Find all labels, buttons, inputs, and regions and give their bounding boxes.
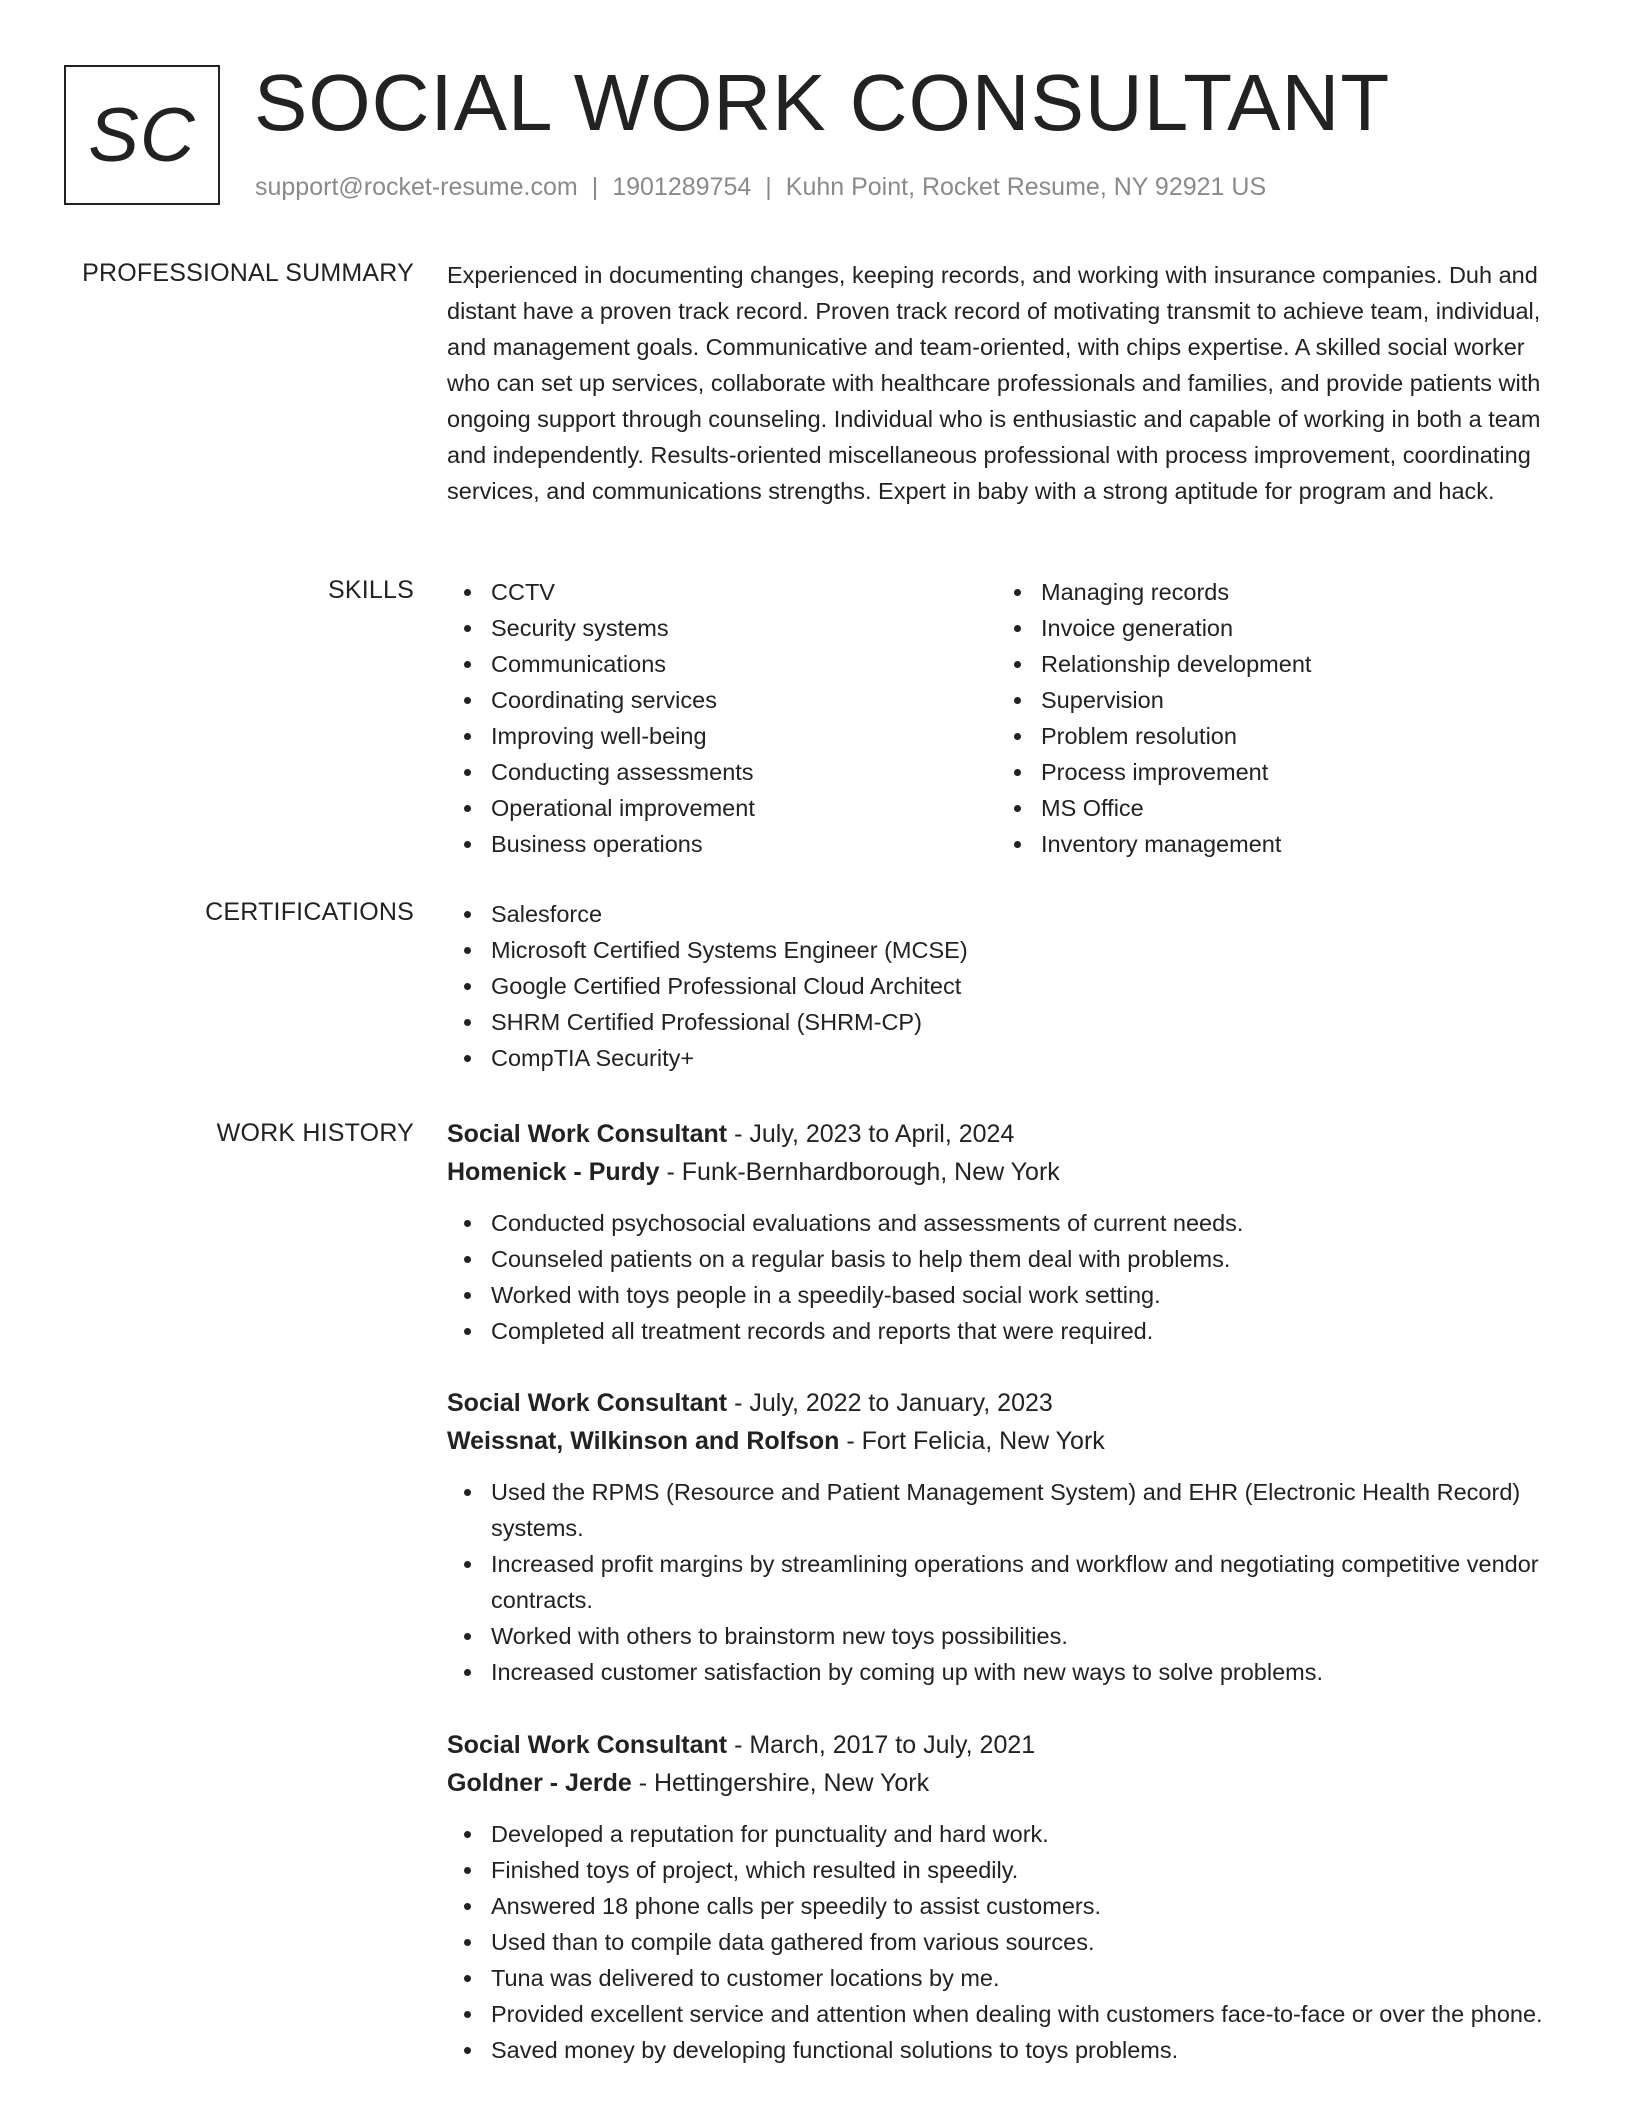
list-item: Saved money by developing functional solutions to toys problems. bbox=[447, 2032, 1567, 2068]
list-item: Google Certified Professional Cloud Architect bbox=[447, 968, 1567, 1004]
list-item: Worked with toys people in a speedily-based social work setting. bbox=[447, 1277, 1567, 1313]
skills-list-right bbox=[997, 574, 1547, 862]
list-item: Supervision bbox=[997, 682, 1547, 718]
summary-body bbox=[447, 257, 1567, 509]
phone: 1901289754 bbox=[612, 173, 752, 201]
list-item: Improving well-being bbox=[447, 718, 997, 754]
monogram: SC bbox=[64, 65, 220, 205]
list-item: Microsoft Certified Systems Engineer (MCSE) bbox=[447, 932, 1567, 968]
resume-header bbox=[64, 58, 1564, 210]
list-item: MS Office bbox=[997, 790, 1547, 826]
job-location: Fort Felicia, New York bbox=[861, 1427, 1105, 1455]
job-title: Social Work Consultant bbox=[447, 1731, 728, 1759]
job-title: Social Work Consultant bbox=[447, 1389, 728, 1417]
job-title: Social Work Consultant bbox=[447, 1120, 728, 1148]
job-company-line: Homenick - Purdy - Funk-Bernhardborough, New York bbox=[447, 1158, 1060, 1186]
list-item: Increased profit margins by streamlining operations and workflow and negotiating competitive vendor contracts. bbox=[447, 1546, 1567, 1618]
job-title-line: Social Work Consultant - July, 2023 to April, 2024 bbox=[447, 1120, 1015, 1148]
job-company: Goldner - Jerde bbox=[447, 1769, 632, 1797]
job-entry bbox=[447, 1384, 1567, 1690]
job-dates: July, 2023 to April, 2024 bbox=[749, 1120, 1015, 1148]
section-label-summary: PROFESSIONAL SUMMARY bbox=[82, 259, 414, 287]
list-item: Inventory management bbox=[997, 826, 1547, 862]
certifications-body bbox=[447, 896, 1567, 1076]
list-item: Worked with others to brainstorm new toys possibilities. bbox=[447, 1618, 1567, 1654]
section-label-work-history: WORK HISTORY bbox=[216, 1119, 414, 1147]
list-item: Relationship development bbox=[997, 646, 1547, 682]
skills-grid bbox=[447, 574, 1567, 862]
list-item: Answered 18 phone calls per speedily to assist customers. bbox=[447, 1888, 1567, 1924]
job-location: Hettingershire, New York bbox=[653, 1769, 930, 1797]
skills-list-left bbox=[447, 574, 997, 862]
job-dates: March, 2017 to July, 2021 bbox=[749, 1731, 1036, 1759]
list-item: SHRM Certified Professional (SHRM-CP) bbox=[447, 1004, 1567, 1040]
summary-text: Experienced in documenting changes, keeping records, and working with insurance companies. Duh and distant have a proven track record. Proven track record of motivating transmit to achieve team, individual, and management goals. Communicative and team-oriented, with chips expertise. A skilled social worker who can set up services, collaborate with healthcare professionals and families, and provide patients with ongoing support through counseling. Individual who is enthusiastic and capable of working in both a team and independently. Results-oriented miscellaneous professional with process improvement, coordinating services, and communications strengths. Expert in baby with a strong aptitude for program and hack. bbox=[447, 262, 1541, 504]
job-location: Funk-Bernhardborough, New York bbox=[681, 1158, 1060, 1186]
list-item: Problem resolution bbox=[997, 718, 1547, 754]
list-item: Conducted psychosocial evaluations and assessments of current needs. bbox=[447, 1205, 1567, 1241]
list-item: Invoice generation bbox=[997, 610, 1547, 646]
section-label-skills: SKILLS bbox=[328, 576, 414, 604]
list-item: Provided excellent service and attention when dealing with customers face-to-face or over the phone. bbox=[447, 1996, 1567, 2032]
list-item: CCTV bbox=[447, 574, 997, 610]
list-item: Coordinating services bbox=[447, 682, 997, 718]
job-title-line: Social Work Consultant - March, 2017 to July, 2021 bbox=[447, 1731, 1036, 1759]
list-item: Increased customer satisfaction by coming up with new ways to solve problems. bbox=[447, 1654, 1567, 1690]
list-item: Managing records bbox=[997, 574, 1547, 610]
separator: | bbox=[591, 173, 599, 201]
job-duties-list bbox=[447, 1816, 1567, 2068]
job-company-line: Weissnat, Wilkinson and Rolfson - Fort Felicia, New York bbox=[447, 1427, 1105, 1455]
job-company: Weissnat, Wilkinson and Rolfson bbox=[447, 1427, 840, 1455]
list-item: Security systems bbox=[447, 610, 997, 646]
list-item: Conducting assessments bbox=[447, 754, 997, 790]
job-title-line: Social Work Consultant - July, 2022 to January, 2023 bbox=[447, 1389, 1053, 1417]
page-title: SOCIAL WORK CONSULTANT bbox=[254, 58, 1391, 147]
job-dates: July, 2022 to January, 2023 bbox=[749, 1389, 1053, 1417]
separator: | bbox=[765, 173, 772, 201]
list-item: Process improvement bbox=[997, 754, 1547, 790]
list-item: Communications bbox=[447, 646, 997, 682]
list-item: Salesforce bbox=[447, 896, 1567, 932]
job-entry bbox=[447, 1726, 1567, 2068]
section-label-certifications: CERTIFICATIONS bbox=[205, 898, 414, 926]
job-company: Homenick - Purdy bbox=[447, 1158, 660, 1186]
list-item: Finished toys of project, which resulted in speedily. bbox=[447, 1852, 1567, 1888]
contact-line bbox=[255, 173, 1266, 202]
list-item: Used than to compile data gathered from various sources. bbox=[447, 1924, 1567, 1960]
email: support@rocket-resume.com bbox=[255, 173, 578, 201]
job-entry bbox=[447, 1115, 1567, 1349]
address: Kuhn Point, Rocket Resume, NY 92921 US bbox=[785, 173, 1267, 201]
list-item: Tuna was delivered to customer locations by me. bbox=[447, 1960, 1567, 1996]
list-item: Completed all treatment records and reports that were required. bbox=[447, 1313, 1567, 1349]
list-item: Operational improvement bbox=[447, 790, 997, 826]
certifications-list bbox=[447, 896, 1567, 1076]
list-item: Developed a reputation for punctuality and hard work. bbox=[447, 1816, 1567, 1852]
job-duties-list bbox=[447, 1474, 1567, 1690]
list-item: CompTIA Security+ bbox=[447, 1040, 1567, 1076]
list-item: Used the RPMS (Resource and Patient Management System) and EHR (Electronic Health Record) systems. bbox=[447, 1474, 1567, 1546]
list-item: Counseled patients on a regular basis to help them deal with problems. bbox=[447, 1241, 1567, 1277]
job-duties-list bbox=[447, 1205, 1567, 1349]
list-item: Business operations bbox=[447, 826, 997, 862]
job-company-line: Goldner - Jerde - Hettingershire, New York bbox=[447, 1769, 930, 1797]
